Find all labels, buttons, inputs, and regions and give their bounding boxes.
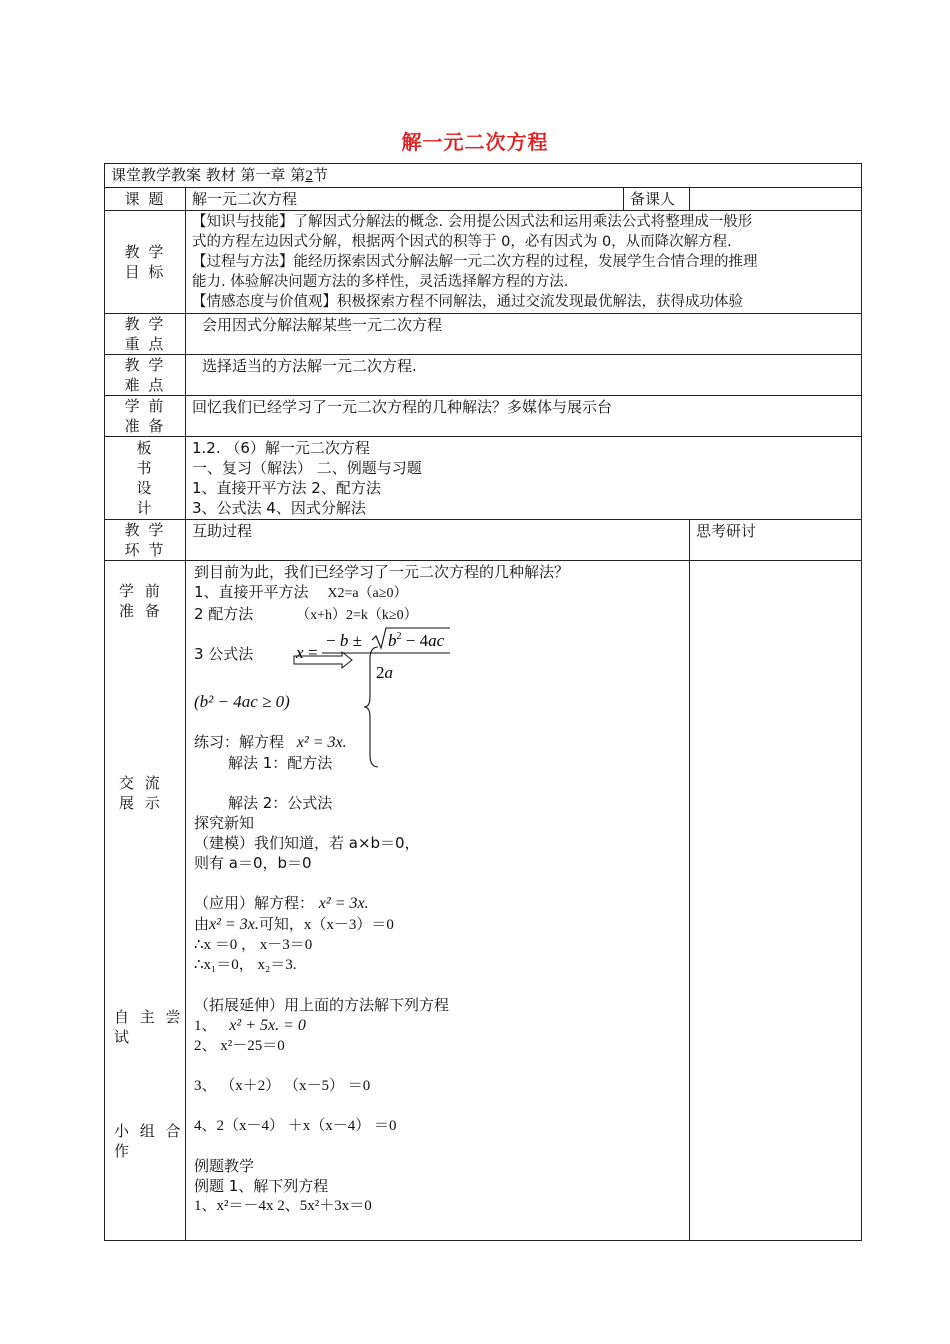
stage-prep: [119, 581, 189, 621]
problem-1-number: 1、: [194, 1018, 217, 1034]
difficulties-label-line: 教 学: [124, 356, 166, 374]
difficulties-label: [105, 355, 186, 396]
topic-row: [105, 188, 862, 211]
intro-question: 到目前为此，我们已经学习了一元二次方程的几种解法？: [194, 563, 570, 581]
difficulties-text: 选择适当的方法解一元二次方程.: [202, 357, 417, 375]
formula-discriminant: $b^2 - 4ac$: [388, 631, 445, 650]
formula-denominator: 2a: [376, 663, 393, 682]
spacer: [194, 773, 681, 793]
header-section-suffix: 节: [312, 166, 328, 184]
document-title: 解一元二次方程: [401, 130, 549, 154]
goals-label-line: 目 标: [124, 263, 166, 281]
method-1-label: 1、直接开平方法: [194, 583, 309, 601]
deduce-line-2: ∴x ＝0 ， x－3＝0: [194, 937, 313, 953]
formula-x: x: [296, 643, 304, 662]
topic-value: 解一元二次方程: [186, 188, 624, 211]
stage-exchange-line: 交 流: [119, 774, 163, 792]
problem-3: 3、 （x＋2） （x－5） ＝0: [194, 1078, 371, 1094]
stage-prep-line: 学 前: [119, 582, 163, 600]
model-line-2: 则有 a＝0，b＝0: [194, 854, 312, 872]
stage-self-line: 自 主 尝: [114, 1008, 184, 1026]
spacer: [194, 873, 681, 893]
goal-line: 【过程与方法】能经历探索因式分解法解一元二次方程的过程，发展学生合情合理的推理: [192, 254, 758, 270]
key-points-value: [186, 314, 862, 355]
board-label-char: 计: [136, 499, 154, 517]
method-2-label: 2 配方法: [194, 605, 254, 623]
process-header-label-line: 教 学: [124, 521, 166, 539]
deduce-line-3: ∴x₁＝0， x₂＝3.: [194, 957, 297, 973]
board-line: 3、公式法 4、因式分解法: [192, 499, 366, 517]
example-1: 例题 1、解下列方程: [194, 1177, 329, 1195]
preparation-value: 回忆我们已经学习了一元二次方程的几种解法？多媒体与展示台: [186, 396, 862, 437]
model-line-1: （建模）我们知道，若 a×b＝0，: [194, 834, 420, 852]
board-label-char: 设: [136, 479, 154, 497]
header-section-number: 2: [305, 168, 313, 184]
example-1-equations: 1、x²＝－4x 2、5x²＋3x＝0: [194, 1198, 372, 1214]
spacer: [194, 1056, 681, 1076]
spacer: [194, 975, 681, 995]
method-2-formula: （x+h）2=k（k≥0）: [296, 608, 418, 623]
formula-equals: =: [308, 643, 318, 662]
board-label: [105, 437, 186, 520]
apply-equation: x² = 3x.: [318, 895, 369, 912]
formula-neg-b: − b ±: [326, 631, 362, 650]
process-header-middle: 互助过程: [186, 520, 690, 561]
difficulties-row: [105, 355, 862, 396]
board-line: 1.2. （6）解一元二次方程: [192, 439, 370, 457]
spacer: [194, 712, 681, 732]
goals-content: [186, 211, 862, 314]
process-content: [186, 561, 690, 1241]
formula-condition: (b² − 4ac ≥ 0): [194, 692, 290, 711]
stage-self-line: 试: [114, 1028, 133, 1046]
lesson-plan-table: [104, 163, 862, 1241]
exercise-equation: x² = 3x.: [296, 734, 347, 751]
example-heading: 例题教学: [194, 1157, 255, 1175]
stage-exchange: [119, 773, 189, 813]
stage-self: [114, 1007, 184, 1047]
spacer: [194, 1096, 681, 1116]
problem-1-equation: x² + 5x. = 0: [229, 1017, 306, 1034]
method-1: [194, 582, 681, 604]
goals-row: [105, 211, 862, 314]
stage-group-line: 小 组 合: [114, 1122, 184, 1140]
quadratic-formula: [290, 626, 490, 686]
preparer-label: 备课人: [624, 188, 690, 211]
preparation-row: [105, 396, 862, 437]
deduce-line-1: [194, 914, 681, 935]
topic-label: 课 题: [105, 188, 186, 211]
difficulties-label-line: 难 点: [124, 376, 166, 394]
apply-line: [194, 893, 681, 914]
key-points-label-line: 教 学: [124, 315, 166, 333]
method-2: [194, 604, 681, 626]
deduce-equation: x² = 3x.: [209, 916, 259, 933]
apply-label: （应用）解方程：: [194, 894, 315, 912]
board-content: [186, 437, 862, 520]
key-points-row: [105, 314, 862, 355]
stage-group-line: 作: [114, 1142, 133, 1160]
goal-line: 能力. 体验解决问题方法的多样性，灵活选择解方程的方法.: [192, 274, 569, 290]
board-line: 一、复习（解法） 二、例题与习题: [192, 459, 422, 477]
process-header-label-line: 环 节: [124, 541, 166, 559]
preparation-label: [105, 396, 186, 437]
header-row: [105, 164, 862, 188]
thinking-column: [690, 561, 862, 1241]
preparer-value: [690, 188, 862, 211]
problem-4: 4、2（x－4） ＋x（x－4） ＝0: [194, 1118, 397, 1134]
board-label-char: 板: [136, 439, 154, 457]
goals-label-line: 教 学: [124, 243, 166, 261]
header-cell: [105, 164, 862, 188]
problem-2: 2、 x²－25＝0: [194, 1038, 285, 1054]
deduce-post: 可知，x（x－3）＝0: [258, 917, 394, 933]
exercise-label: 练习：解方程: [194, 733, 285, 751]
stage-exchange-line: 展 示: [119, 794, 163, 812]
process-header-label: [105, 520, 186, 561]
problem-1: [194, 1015, 681, 1036]
goal-line: 【情感态度与价值观】积极探索方程不同解法，通过交流发现最优解法，获得成功体验: [192, 294, 743, 310]
preparation-label-line: 准 备: [124, 417, 166, 435]
method-3-label: 3 公式法: [194, 645, 254, 663]
spacer: [194, 1136, 681, 1156]
key-points-label-line: 重 点: [124, 335, 166, 353]
key-points-label: [105, 314, 186, 355]
process-header-right: 思考研讨: [690, 520, 862, 561]
stage-prep-line: 准 备: [119, 602, 163, 620]
deduce-pre: 由: [194, 915, 210, 933]
goals-label: [105, 211, 186, 314]
goal-line: 【知识与技能】了解因式分解法的概念. 会用提公因式法和运用乘法公式将整理成一般形: [192, 214, 753, 230]
board-row: [105, 437, 862, 520]
exercise-line: [194, 732, 681, 753]
solution-2: 解法 2：公式法: [228, 794, 333, 812]
goal-line: 式的方程左边因式分解，根据两个因式的积等于 0，必有因式为 0，从而降次解方程.: [192, 234, 732, 250]
board-label-char: 书: [136, 459, 154, 477]
stage-group: [114, 1121, 184, 1161]
solution-1: 解法 1：配方法: [228, 754, 333, 772]
process-body-row: [105, 561, 862, 1241]
process-header-row: [105, 520, 862, 561]
extension-heading: （拓展延伸）用上面的方法解下列方程: [194, 996, 450, 1014]
board-line: 1、直接开平方法 2、配方法: [192, 479, 381, 497]
left-brace: [362, 645, 382, 769]
difficulties-value: [186, 355, 862, 396]
method-3-block: [194, 626, 681, 686]
method-1-formula: X2=a（a≥0）: [327, 586, 408, 601]
header-text: 课堂教学教案 教材 第一章 第: [111, 166, 306, 184]
stage-column: [105, 561, 186, 1241]
preparation-label-line: 学 前: [124, 397, 166, 415]
key-points-text: 会用因式分解法解某些一元二次方程: [202, 316, 443, 334]
explore-heading: 探究新知: [194, 814, 255, 832]
